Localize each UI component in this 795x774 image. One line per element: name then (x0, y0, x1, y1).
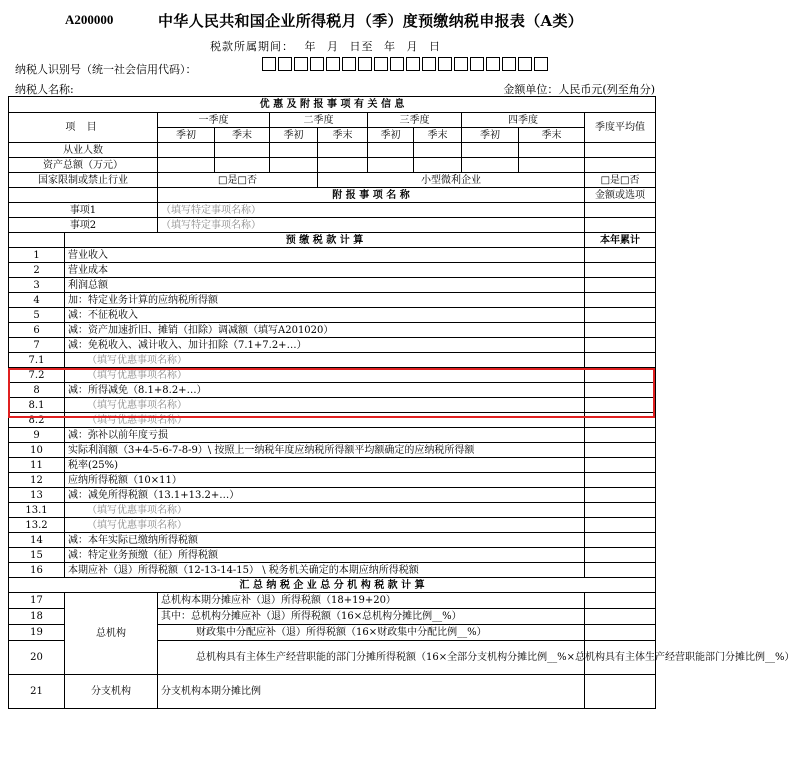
small-micro-checkbox[interactable]: □是□否 (585, 173, 656, 188)
quarter-start-header: 季初 (270, 128, 318, 143)
amount-cell[interactable] (585, 293, 656, 308)
table-row (9, 338, 656, 353)
input-cell[interactable] (462, 158, 519, 173)
row-label: 总机构具有主体生产经营职能的部门分摊所得税额（16×全部分支机构分摊比例__%×总机构具有主体生产经营职能部门分摊比例__%） (158, 641, 585, 675)
table-row (9, 248, 656, 263)
row-label: 减：特定业务预缴（征）所得税额 (65, 548, 585, 563)
input-cell[interactable] (368, 143, 414, 158)
amount-cell[interactable] (585, 383, 656, 398)
amount-cell[interactable] (585, 308, 656, 323)
ytd-header: 本年累计 (585, 233, 656, 248)
amount-cell[interactable] (585, 278, 656, 293)
row-label: 应纳所得税额（10×11） (65, 473, 585, 488)
id-digit-box[interactable] (438, 57, 452, 71)
amount-cell[interactable] (585, 533, 656, 548)
id-digit-box[interactable] (262, 57, 276, 71)
row-label: 营业收入 (65, 248, 585, 263)
amount-cell[interactable] (585, 458, 656, 473)
form-header (0, 0, 675, 96)
table-row (9, 563, 656, 578)
row-label: 利润总额 (65, 278, 585, 293)
id-digit-box[interactable] (390, 57, 404, 71)
tax-period: 税款所属期间： 年 月 日至 年 月 日 (210, 40, 441, 53)
row-number: 12 (9, 473, 65, 488)
row-label: 财政集中分配应补（退）所得税额（16×财政集中分配比例__%） (158, 625, 585, 641)
amount-cell[interactable] (585, 398, 656, 413)
form-title: 中华人民共和国企业所得税月（季）度预缴纳税申报表（A类） (158, 12, 584, 30)
amount-cell[interactable] (585, 625, 656, 641)
row-label: 营业成本 (65, 263, 585, 278)
quarter-start-header: 季初 (368, 128, 414, 143)
row-label: 加：特定业务计算的应纳税所得额 (65, 293, 585, 308)
input-cell[interactable] (519, 143, 585, 158)
row-label: 分支机构本期分摊比例 (158, 675, 585, 709)
input-cell[interactable] (215, 143, 270, 158)
table-row (9, 428, 656, 443)
row-label: 减：减免所得税额（13.1+13.2+…） (65, 488, 585, 503)
id-digit-box[interactable] (278, 57, 292, 71)
input-cell[interactable] (318, 158, 368, 173)
input-cell[interactable] (368, 158, 414, 173)
input-cell[interactable] (158, 158, 215, 173)
id-digit-box[interactable] (326, 57, 340, 71)
id-digit-box[interactable] (310, 57, 324, 71)
taxpayer-name-label: 纳税人名称: (15, 83, 74, 96)
table-row (9, 323, 656, 338)
amount-cell[interactable] (585, 548, 656, 563)
id-digit-box[interactable] (358, 57, 372, 71)
amount-cell[interactable] (585, 593, 656, 609)
input-cell[interactable] (585, 203, 656, 218)
input-cell[interactable] (270, 143, 318, 158)
table-row (9, 398, 656, 413)
branch-label: 分支机构 (65, 675, 158, 709)
amount-cell[interactable] (585, 503, 656, 518)
amount-cell[interactable] (585, 413, 656, 428)
restricted-industry-checkbox[interactable]: □是□否 (158, 173, 318, 188)
id-digit-box[interactable] (406, 57, 420, 71)
row-number: 6 (9, 323, 65, 338)
row-number: 8.1 (9, 398, 65, 413)
head-office-label: 总机构 (65, 593, 158, 675)
input-cell[interactable] (585, 143, 656, 158)
info-section-title: 优 惠 及 附 报 事 项 有 关 信 息 (9, 97, 656, 113)
row-number: 3 (9, 278, 65, 293)
row-label: 减：本年实际已缴纳所得税额 (65, 533, 585, 548)
quarter-header: 一季度 (158, 113, 270, 128)
amount-cell[interactable] (585, 488, 656, 503)
id-digit-box[interactable] (342, 57, 356, 71)
table-row (9, 548, 656, 563)
attached-item-hint[interactable]: （填写特定事项名称） (158, 218, 585, 233)
spacer-cell (9, 188, 158, 203)
row-number: 11 (9, 458, 65, 473)
input-cell[interactable] (519, 158, 585, 173)
row-number: 5 (9, 308, 65, 323)
row-label: 减：所得减免（8.1+8.2+…） (65, 383, 585, 398)
amount-cell[interactable] (585, 563, 656, 578)
input-cell[interactable] (414, 143, 462, 158)
table-row (9, 458, 656, 473)
row-label: 其中：总机构分摊应补（退）所得税额（16×总机构分摊比例__%） (158, 609, 585, 625)
row-number: 13.2 (9, 518, 65, 533)
input-cell[interactable] (158, 143, 215, 158)
quarter-end-header: 季末 (519, 128, 585, 143)
quarter-start-header: 季初 (462, 128, 519, 143)
assets-label: 资产总额（万元） (9, 158, 158, 173)
amount-cell[interactable] (585, 675, 656, 709)
table-row (9, 368, 656, 383)
restricted-industry-label: 国家限制或禁止行业 (9, 173, 158, 188)
quarter-end-header: 季末 (414, 128, 462, 143)
row-label[interactable]: （填写优惠事项名称） (65, 398, 585, 413)
row-number: 13.1 (9, 503, 65, 518)
table-row (9, 593, 656, 609)
id-digit-box[interactable] (374, 57, 388, 71)
row-label: 税率(25%) (65, 458, 585, 473)
row-number: 14 (9, 533, 65, 548)
table-row (9, 293, 656, 308)
table-row (9, 503, 656, 518)
row-label[interactable]: （填写优惠事项名称） (65, 353, 585, 368)
row-label[interactable]: （填写优惠事项名称） (65, 518, 585, 533)
row-number: 10 (9, 443, 65, 458)
row-label: 减：不征税收入 (65, 308, 585, 323)
row-number: 8.2 (9, 413, 65, 428)
row-number: 19 (9, 625, 65, 641)
id-digit-box[interactable] (486, 57, 500, 71)
currency-unit: 金额单位：人民币元(列至角分) (503, 83, 655, 96)
amount-cell[interactable] (585, 443, 656, 458)
attached-item-label: 事项1 (9, 203, 158, 218)
row-number: 7.2 (9, 368, 65, 383)
row-number: 1 (9, 248, 65, 263)
row-number: 7.1 (9, 353, 65, 368)
table-row (9, 278, 656, 293)
input-cell[interactable] (215, 158, 270, 173)
table-row (9, 443, 656, 458)
row-number: 18 (9, 609, 65, 625)
input-cell[interactable] (318, 143, 368, 158)
row-label: 实际利润额（3+4-5-6-7-8-9）\ 按照上一纳税年度应纳税所得额平均额确定的应纳税所得额 (65, 443, 585, 458)
taxpayer-id-label: 纳税人识别号（统一社会信用代码）： (15, 63, 197, 76)
table-row (9, 413, 656, 428)
item-header: 项 目 (9, 113, 158, 143)
row-label: 减：免税收入、减计收入、加计扣除（7.1+7.2+…） (65, 338, 585, 353)
row-number: 2 (9, 263, 65, 278)
row-label: 减：弥补以前年度亏损 (65, 428, 585, 443)
quarter-header: 四季度 (462, 113, 585, 128)
row-number: 7 (9, 338, 65, 353)
prepaid-tax-section (9, 233, 656, 578)
row-number: 17 (9, 593, 65, 609)
attached-item-hint[interactable]: （填写特定事项名称） (158, 203, 585, 218)
row-number: 16 (9, 563, 65, 578)
amount-cell[interactable] (585, 323, 656, 338)
employees-label: 从业人数 (9, 143, 158, 158)
form-code: A200000 (65, 12, 114, 27)
id-digit-box[interactable] (534, 57, 548, 71)
amount-cell[interactable] (585, 248, 656, 263)
amount-cell[interactable] (585, 428, 656, 443)
input-cell[interactable] (270, 158, 318, 173)
quarter-header: 二季度 (270, 113, 368, 128)
amount-cell[interactable] (585, 609, 656, 625)
id-digit-box[interactable] (454, 57, 468, 71)
id-digit-box[interactable] (502, 57, 516, 71)
input-cell[interactable] (414, 158, 462, 173)
summary-section-title: 汇 总 纳 税 企 业 总 分 机 构 税 款 计 算 (9, 578, 656, 593)
table-row (9, 488, 656, 503)
table-row (9, 473, 656, 488)
row-label[interactable]: （填写优惠事项名称） (65, 368, 585, 383)
input-cell[interactable] (462, 143, 519, 158)
id-digit-box[interactable] (422, 57, 436, 71)
row-number: 4 (9, 293, 65, 308)
info-section (9, 97, 656, 233)
amount-or-option-header: 金额或选项 (585, 188, 656, 203)
amount-cell[interactable] (585, 263, 656, 278)
table-row (9, 383, 656, 398)
row-number: 20 (9, 641, 65, 675)
table-row (9, 308, 656, 323)
id-digit-box[interactable] (518, 57, 532, 71)
table-row (9, 533, 656, 548)
row-number: 15 (9, 548, 65, 563)
row-number: 13 (9, 488, 65, 503)
row-number: 21 (9, 675, 65, 709)
row-label: 减：资产加速折旧、摊销（扣除）调减额（填写A201020） (65, 323, 585, 338)
table-row (9, 263, 656, 278)
tax-return-table (8, 96, 795, 709)
amount-cell[interactable] (585, 338, 656, 353)
amount-cell[interactable] (585, 518, 656, 533)
quarter-average-header: 季度平均值 (585, 113, 656, 143)
taxpayer-id-boxes[interactable] (262, 57, 548, 71)
consolidated-section (9, 578, 795, 709)
table-row (9, 675, 656, 709)
input-cell[interactable] (585, 218, 656, 233)
amount-cell[interactable] (585, 353, 656, 368)
row-label[interactable]: （填写优惠事项名称） (65, 503, 585, 518)
id-digit-box[interactable] (470, 57, 484, 71)
attached-item-label: 事项2 (9, 218, 158, 233)
calc-section-title: 预 缴 税 款 计 算 (65, 233, 585, 248)
row-number: 9 (9, 428, 65, 443)
row-number: 8 (9, 383, 65, 398)
table-row (9, 518, 656, 533)
small-micro-label: 小型微利企业 (318, 173, 585, 188)
row-label: 总机构本期分摊应补（退）所得税额（18+19+20） (158, 593, 585, 609)
quarter-header: 三季度 (368, 113, 462, 128)
row-label: 本期应补（退）所得税额（12-13-14-15） \ 税务机关确定的本期应纳所得税额 (65, 563, 585, 578)
quarter-end-header: 季末 (318, 128, 368, 143)
input-cell[interactable] (585, 158, 656, 173)
quarter-end-header: 季末 (215, 128, 270, 143)
spacer-cell (9, 233, 65, 248)
row-label[interactable]: （填写优惠事项名称） (65, 413, 585, 428)
amount-cell[interactable] (585, 368, 656, 383)
amount-cell[interactable] (585, 473, 656, 488)
quarter-start-header: 季初 (158, 128, 215, 143)
id-digit-box[interactable] (294, 57, 308, 71)
table-row (9, 353, 656, 368)
attached-items-title: 附 报 事 项 名 称 (158, 188, 585, 203)
